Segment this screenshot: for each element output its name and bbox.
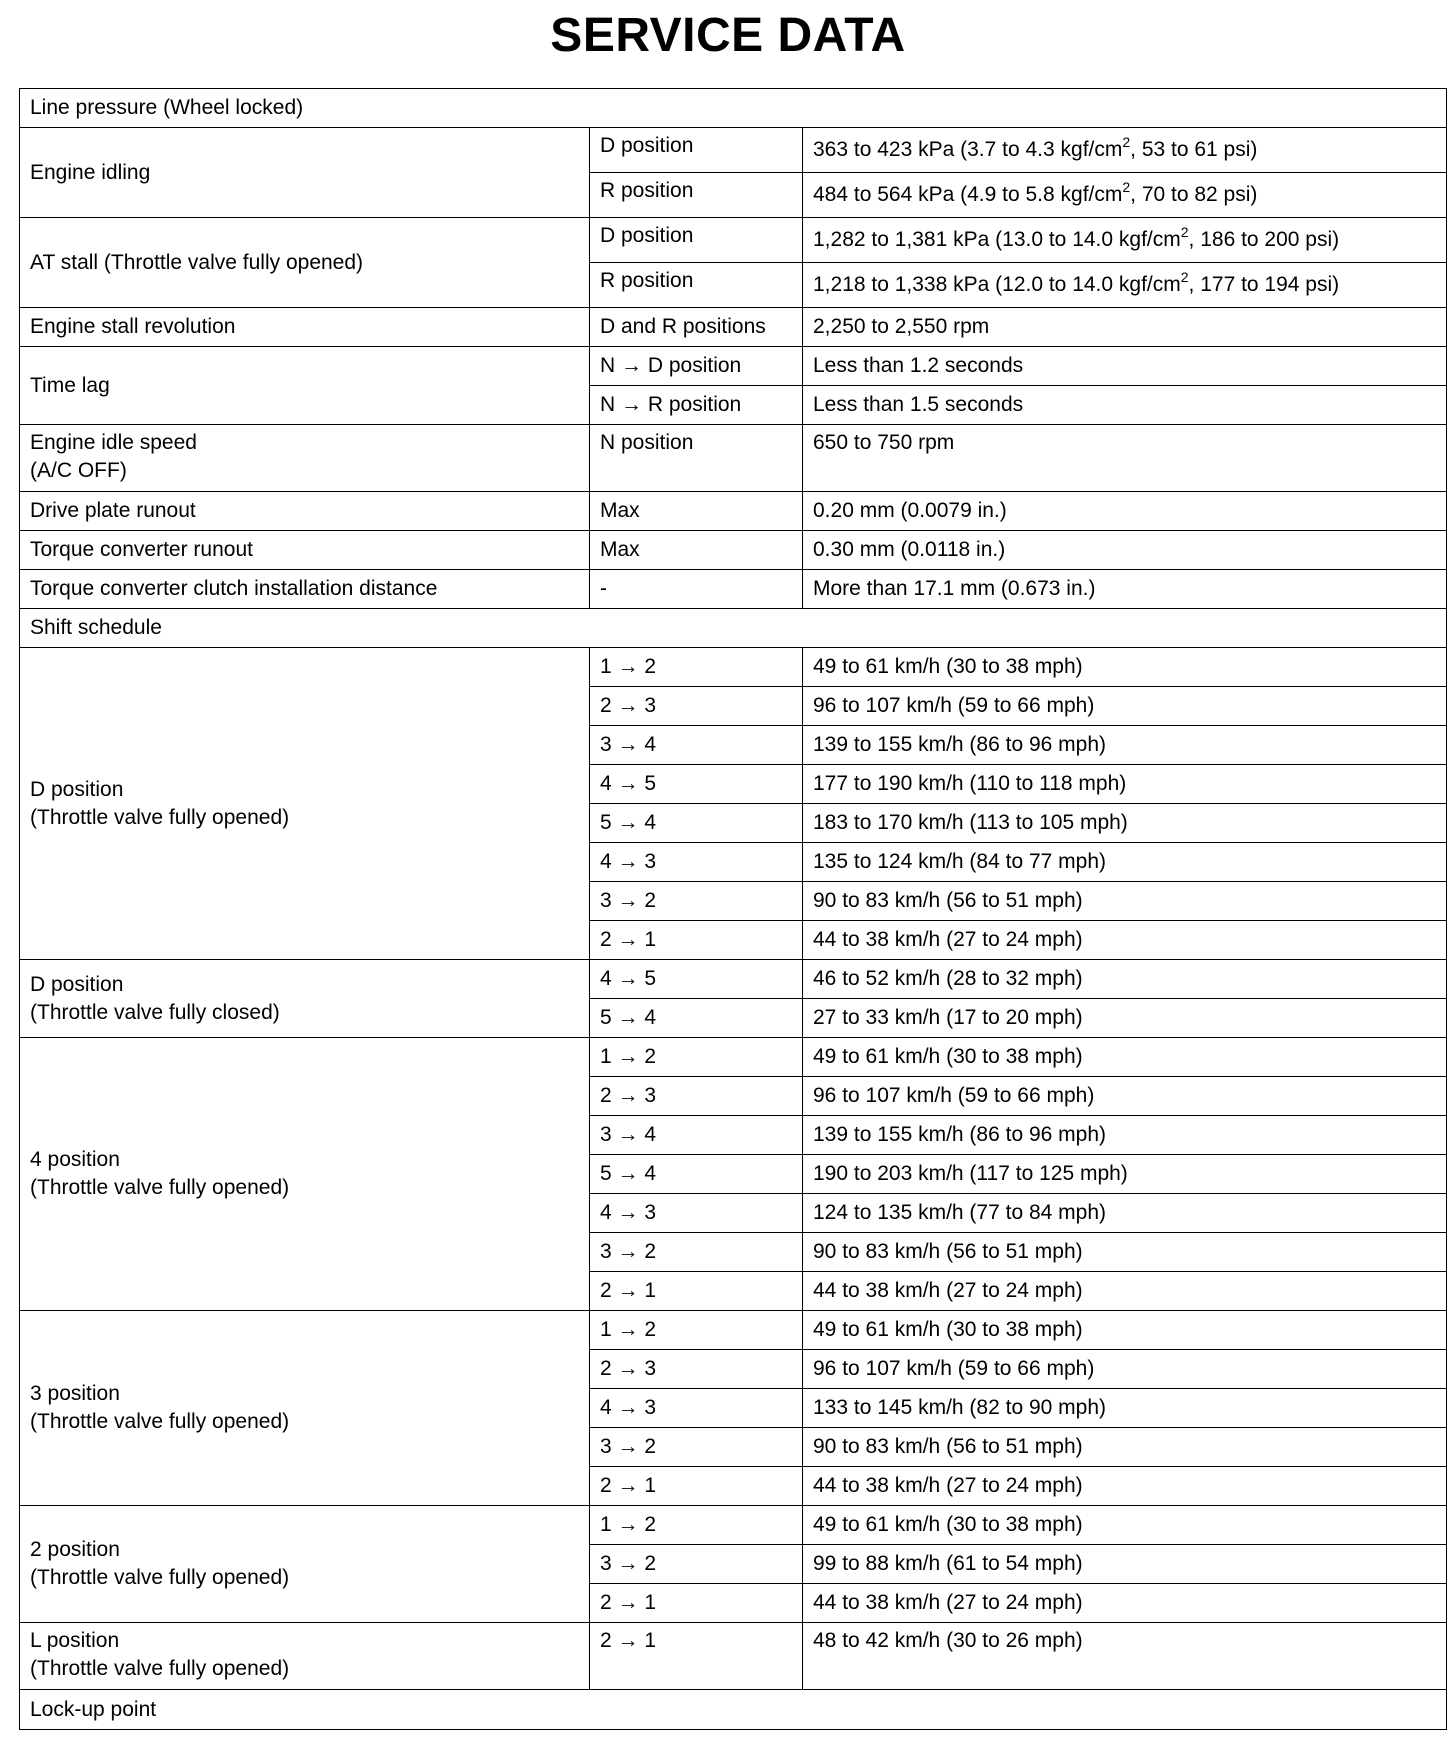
shift-cell: 2 → 3 [590,687,803,726]
shift-group-label: 2 position (Throttle valve fully opened) [20,1506,590,1623]
shift-cell: 4 → 3 [590,1194,803,1233]
condition-cell: R position [590,173,803,218]
shift-cell: 3 → 2 [590,1428,803,1467]
shift-cell: 4 → 3 [590,1389,803,1428]
speed-value-cell: 139 to 155 km/h (86 to 96 mph) [803,726,1447,765]
value-cell: 0.20 mm (0.0079 in.) [803,492,1447,531]
speed-value-cell: 48 to 42 km/h (30 to 26 mph) [803,1623,1447,1690]
value-cell: 1,218 to 1,338 kPa (12.0 to 14.0 kgf/$cm^2$, 177 to 194 psi) [803,263,1447,308]
condition-cell: N position [590,425,803,492]
page-title: SERVICE DATA [550,9,906,62]
condition-cell: N → D position [590,347,803,386]
shift-row [20,1506,1447,1545]
condition-cell: N → R position [590,386,803,425]
shift-cell: 2 → 1 [590,921,803,960]
shift-cell: 5 → 4 [590,999,803,1038]
value-cell: More than 17.1 mm (0.673 in.) [803,570,1447,609]
condition-cell: D position [590,218,803,263]
table-row [20,128,1447,173]
item-label: Drive plate runout [20,492,590,531]
shift-cell: 3 → 2 [590,1233,803,1272]
condition-cell: R position [590,263,803,308]
condition-cell: Max [590,492,803,531]
speed-value-cell: 44 to 38 km/h (27 to 24 mph) [803,1467,1447,1506]
shift-row [20,1311,1447,1350]
shift-cell: 3 → 4 [590,1116,803,1155]
item-label: AT stall (Throttle valve fully opened) [20,218,590,308]
shift-schedule-header-row [20,609,1447,648]
value-cell: 0.30 mm (0.0118 in.) [803,531,1447,570]
speed-value-cell: 96 to 107 km/h (59 to 66 mph) [803,1350,1447,1389]
shift-row [20,1038,1447,1077]
speed-value-cell: 177 to 190 km/h (110 to 118 mph) [803,765,1447,804]
shift-cell: 5 → 4 [590,1155,803,1194]
item-label: Time lag [20,347,590,425]
table-row [20,570,1447,609]
item-label: Torque converter runout [20,531,590,570]
condition-cell: Max [590,531,803,570]
speed-value-cell: 49 to 61 km/h (30 to 38 mph) [803,1311,1447,1350]
speed-value-cell: 183 to 170 km/h (113 to 105 mph) [803,804,1447,843]
shift-cell: 2 → 1 [590,1584,803,1623]
speed-value-cell: 190 to 203 km/h (117 to 125 mph) [803,1155,1447,1194]
shift-cell: 3 → 4 [590,726,803,765]
speed-value-cell: 99 to 88 km/h (61 to 54 mph) [803,1545,1447,1584]
speed-value-cell: 90 to 83 km/h (56 to 51 mph) [803,1428,1447,1467]
shift-cell: 4 → 5 [590,960,803,999]
shift-row [20,648,1447,687]
shift-group-label: D position (Throttle valve fully closed) [20,960,590,1038]
shift-row [20,1623,1447,1690]
shift-cell: 5 → 4 [590,804,803,843]
shift-group-label: L position (Throttle valve fully opened) [20,1623,590,1690]
shift-cell: 2 → 3 [590,1077,803,1116]
value-cell: 1,282 to 1,381 kPa (13.0 to 14.0 kgf/$cm^2$, 186 to 200 psi) [803,218,1447,263]
item-label: Torque converter clutch installation distance [20,570,590,609]
shift-group-label: 3 position (Throttle valve fully opened) [20,1311,590,1506]
speed-value-cell: 44 to 38 km/h (27 to 24 mph) [803,921,1447,960]
shift-group-label: 4 position (Throttle valve fully opened) [20,1038,590,1311]
shift-cell: 1 → 2 [590,648,803,687]
table-row [20,308,1447,347]
speed-value-cell: 49 to 61 km/h (30 to 38 mph) [803,648,1447,687]
shift-group-label: D position (Throttle valve fully opened) [20,648,590,960]
speed-value-cell: 49 to 61 km/h (30 to 38 mph) [803,1506,1447,1545]
table-row [20,531,1447,570]
value-cell: 363 to 423 kPa (3.7 to 4.3 kgf/$cm^2$, 53 to 61 psi) [803,128,1447,173]
shift-row [20,960,1447,999]
shift-cell: 2 → 3 [590,1350,803,1389]
table-row [20,218,1447,263]
speed-value-cell: 124 to 135 km/h (77 to 84 mph) [803,1194,1447,1233]
speed-value-cell: 139 to 155 km/h (86 to 96 mph) [803,1116,1447,1155]
lockup-header-row [20,1690,1447,1730]
section-header: Shift schedule [20,609,1447,648]
value-cell: 2,250 to 2,550 rpm [803,308,1447,347]
condition-cell: - [590,570,803,609]
line-pressure-header-row [20,89,1447,128]
value-cell: Less than 1.5 seconds [803,386,1447,425]
table-row [20,425,1447,492]
speed-value-cell: 90 to 83 km/h (56 to 51 mph) [803,882,1447,921]
shift-cell: 2 → 1 [590,1272,803,1311]
section-header: Lock-up point [20,1690,1447,1730]
value-cell: Less than 1.2 seconds [803,347,1447,386]
shift-cell: 2 → 1 [590,1623,803,1690]
speed-value-cell: 135 to 124 km/h (84 to 77 mph) [803,843,1447,882]
shift-cell: 3 → 2 [590,882,803,921]
speed-value-cell: 27 to 33 km/h (17 to 20 mph) [803,999,1447,1038]
shift-cell: 1 → 2 [590,1038,803,1077]
speed-value-cell: 46 to 52 km/h (28 to 32 mph) [803,960,1447,999]
speed-value-cell: 90 to 83 km/h (56 to 51 mph) [803,1233,1447,1272]
item-label: Engine stall revolution [20,308,590,347]
shift-cell: 2 → 1 [590,1467,803,1506]
value-cell: 650 to 750 rpm [803,425,1447,492]
speed-value-cell: 133 to 145 km/h (82 to 90 mph) [803,1389,1447,1428]
shift-cell: 1 → 2 [590,1311,803,1350]
condition-cell: D and R positions [590,308,803,347]
shift-cell: 4 → 3 [590,843,803,882]
shift-cell: 4 → 5 [590,765,803,804]
item-label: Engine idle speed (A/C OFF) [20,425,590,492]
value-cell: 484 to 564 kPa (4.9 to 5.8 kgf/$cm^2$, 70 to 82 psi) [803,173,1447,218]
table-row [20,492,1447,531]
section-header: Line pressure (Wheel locked) [20,89,1447,128]
speed-value-cell: 49 to 61 km/h (30 to 38 mph) [803,1038,1447,1077]
speed-value-cell: 44 to 38 km/h (27 to 24 mph) [803,1584,1447,1623]
condition-cell: D position [590,128,803,173]
shift-cell: 1 → 2 [590,1506,803,1545]
shift-cell: 3 → 2 [590,1545,803,1584]
item-label: Engine idling [20,128,590,218]
speed-value-cell: 96 to 107 km/h (59 to 66 mph) [803,687,1447,726]
speed-value-cell: 96 to 107 km/h (59 to 66 mph) [803,1077,1447,1116]
speed-value-cell: 44 to 38 km/h (27 to 24 mph) [803,1272,1447,1311]
service-data-table [19,88,1447,1730]
table-row [20,347,1447,386]
